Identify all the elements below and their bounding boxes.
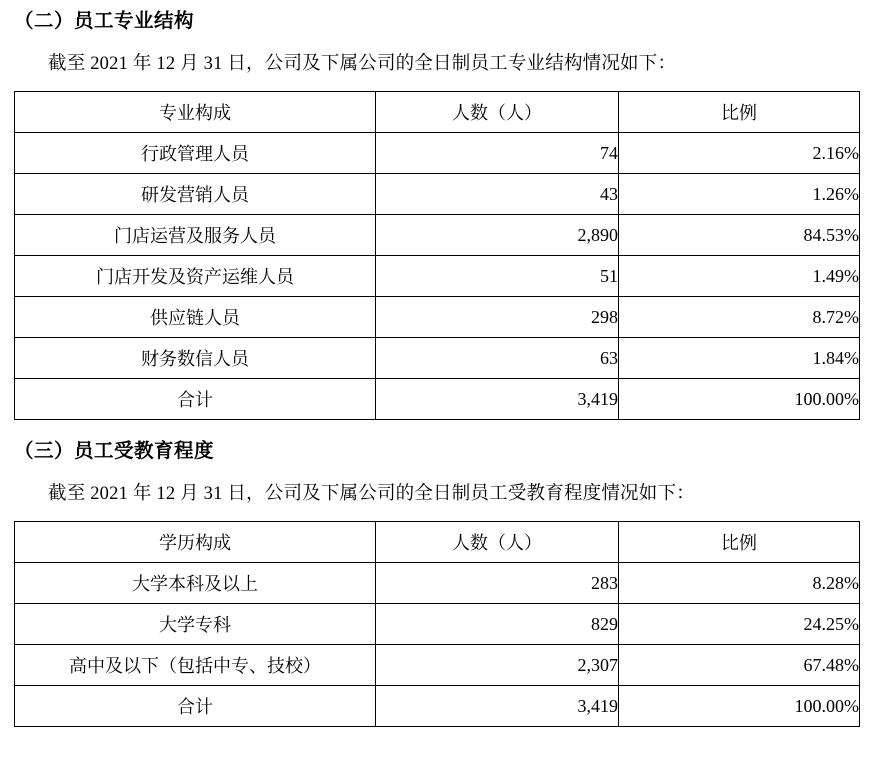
cell-ratio: 8.72%	[619, 297, 860, 338]
section-heading-employee-major-structure: （二）员工专业结构	[14, 10, 195, 32]
cell-education: 大学专科	[15, 604, 376, 645]
table-row	[15, 563, 860, 604]
table-header-row	[15, 92, 860, 133]
cell-count: 74	[376, 133, 619, 174]
table-row	[15, 133, 860, 174]
cell-count: 298	[376, 297, 619, 338]
cell-major: 研发营销人员	[15, 174, 376, 215]
cell-major: 供应链人员	[15, 297, 376, 338]
cell-ratio: 67.48%	[619, 645, 860, 686]
cell-major: 行政管理人员	[15, 133, 376, 174]
cell-total-ratio: 100.00%	[619, 379, 860, 420]
cell-total-count: 3,419	[376, 379, 619, 420]
column-header-major: 专业构成	[15, 92, 376, 133]
cell-ratio: 1.49%	[619, 256, 860, 297]
column-header-count: 人数（人）	[376, 522, 619, 563]
cell-count: 829	[376, 604, 619, 645]
cell-total-count: 3,419	[376, 686, 619, 727]
cell-total-ratio: 100.00%	[619, 686, 860, 727]
cell-total-label: 合计	[15, 686, 376, 727]
section-paragraph-employee-education: 截至 2021 年 12 月 31 日，公司及下属公司的全日制员工受教育程度情况如下：	[48, 484, 695, 505]
employee-major-structure-table	[14, 91, 860, 420]
cell-count: 43	[376, 174, 619, 215]
table-total-row	[15, 379, 860, 420]
cell-ratio: 1.26%	[619, 174, 860, 215]
spacer	[14, 420, 859, 430]
cell-major: 门店开发及资产运维人员	[15, 256, 376, 297]
employee-education-table	[14, 521, 860, 727]
cell-ratio: 24.25%	[619, 604, 860, 645]
table-row	[15, 297, 860, 338]
cell-total-label: 合计	[15, 379, 376, 420]
section-paragraph-employee-major-structure: 截至 2021 年 12 月 31 日，公司及下属公司的全日制员工专业结构情况如下：	[48, 54, 677, 75]
cell-education: 大学本科及以上	[15, 563, 376, 604]
table-total-row	[15, 686, 860, 727]
cell-major: 门店运营及服务人员	[15, 215, 376, 256]
table-header-row	[15, 522, 860, 563]
table-row	[15, 338, 860, 379]
cell-count: 63	[376, 338, 619, 379]
cell-major: 财务数信人员	[15, 338, 376, 379]
cell-ratio: 84.53%	[619, 215, 860, 256]
cell-ratio: 2.16%	[619, 133, 860, 174]
cell-count: 2,307	[376, 645, 619, 686]
column-header-ratio: 比例	[619, 522, 860, 563]
cell-education: 高中及以下（包括中专、技校）	[15, 645, 376, 686]
cell-ratio: 1.84%	[619, 338, 860, 379]
column-header-ratio: 比例	[619, 92, 860, 133]
column-header-education: 学历构成	[15, 522, 376, 563]
table-row	[15, 215, 860, 256]
table-row	[15, 174, 860, 215]
table-row	[15, 256, 860, 297]
cell-count: 2,890	[376, 215, 619, 256]
table-row	[15, 604, 860, 645]
section-heading-employee-education: （三）员工受教育程度	[14, 440, 215, 463]
cell-count: 283	[376, 563, 619, 604]
column-header-count: 人数（人）	[376, 92, 619, 133]
cell-count: 51	[376, 256, 619, 297]
table-row	[15, 645, 860, 686]
cell-ratio: 8.28%	[619, 563, 860, 604]
